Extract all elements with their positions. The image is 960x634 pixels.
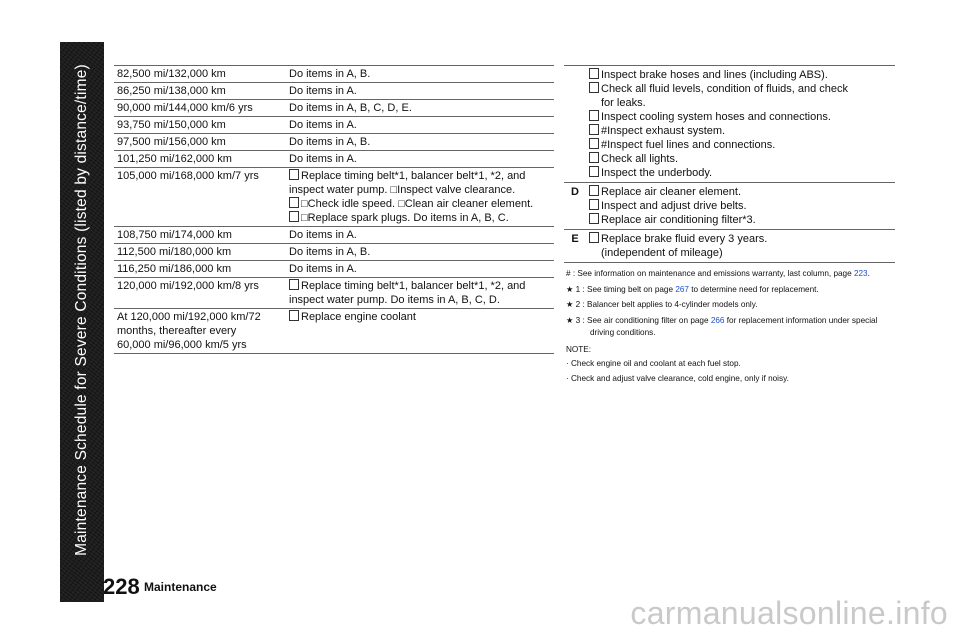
footnote-mark: ★ 3 : — [566, 315, 585, 325]
table-row — [114, 134, 554, 151]
checkbox-icon — [589, 82, 599, 93]
item-group — [564, 66, 895, 183]
table-row — [114, 244, 554, 261]
footnote-mark: ★ 2 : — [566, 300, 585, 309]
item-text: Inspect and adjust drive belts. — [601, 200, 747, 212]
mileage-cell: 112,500 mi/180,000 km — [114, 244, 286, 261]
item-list — [586, 66, 895, 183]
page-link[interactable]: 223 — [853, 269, 868, 278]
mileage-cell: 120,000 mi/192,000 km/8 yrs — [114, 278, 286, 309]
mileage-line: months, thereafter every — [117, 325, 237, 337]
page-link[interactable]: 267 — [675, 284, 689, 294]
checkbox-icon — [589, 124, 599, 135]
work-cell: Do items in A, B, C, D, E. — [286, 100, 554, 117]
footnote-1 — [566, 284, 896, 297]
work-cell — [286, 309, 554, 354]
checkbox-icon — [289, 279, 299, 290]
table-row — [114, 66, 554, 83]
table-row — [114, 100, 554, 117]
mileage-cell: 90,000 mi/144,000 km/6 yrs — [114, 100, 286, 117]
item-text: Inspect cooling system hoses and connections. — [601, 111, 831, 123]
checkbox-icon — [589, 232, 599, 243]
checkbox-icon — [589, 199, 599, 210]
side-tab-title: Maintenance Schedule for Severe Conditions (listed by distance/time) — [73, 64, 90, 556]
checkbox-icon — [289, 310, 299, 321]
footnote-text: See timing belt on page — [587, 284, 674, 294]
item-text: Inspect the underbody. — [601, 167, 713, 179]
table-row — [114, 261, 554, 278]
category-letter — [564, 66, 586, 183]
mileage-cell: 101,250 mi/162,000 km — [114, 151, 286, 168]
item-text: Replace air cleaner element. — [601, 186, 742, 198]
footnote-text: See information on maintenance and emissions warranty, last column, page — [577, 269, 852, 278]
maintenance-items-table — [564, 65, 895, 263]
work-cell: Do items in A. — [286, 227, 554, 244]
checkbox-icon — [289, 197, 299, 208]
mileage-line: At 120,000 mi/192,000 km/72 — [117, 311, 261, 323]
work-line: inspect water pump. Do items in A, B, C, D. — [289, 294, 500, 306]
watermark: carmanualsonline.info — [630, 595, 948, 631]
footnote-hash — [566, 268, 896, 281]
item-list — [586, 230, 895, 263]
work-line: inspect water pump. □Inspect valve clearance. — [289, 184, 516, 196]
footnote-text: to determine need for replacement. — [691, 284, 819, 294]
checkbox-icon — [589, 110, 599, 121]
item-text: Replace air conditioning filter*3. — [601, 214, 756, 226]
footnote-text: See air conditioning filter on page — [587, 315, 709, 325]
footnotes — [566, 268, 896, 387]
mileage-cell: 105,000 mi/168,000 km/7 yrs — [114, 168, 286, 227]
checkbox-icon — [589, 138, 599, 149]
work-cell: Do items in A, B. — [286, 134, 554, 151]
work-cell: Do items in A, B. — [286, 244, 554, 261]
work-line: Replace timing belt*1, balancer belt*1, *2, and — [301, 170, 526, 182]
footnote-2 — [566, 299, 896, 312]
mileage-cell: 97,500 mi/156,000 km — [114, 134, 286, 151]
mileage-cell: 86,250 mi/138,000 km — [114, 83, 286, 100]
work-cell: Do items in A. — [286, 117, 554, 134]
item-text: Inspect brake hoses and lines (including ABS). — [601, 69, 828, 81]
item-text: for leaks. — [601, 97, 646, 109]
note-heading: NOTE: — [566, 344, 592, 354]
table-row — [114, 227, 554, 244]
table-row — [114, 117, 554, 134]
mileage-cell: 82,500 mi/132,000 km — [114, 66, 286, 83]
work-cell — [286, 168, 554, 227]
table-row — [114, 278, 554, 309]
item-list — [586, 183, 895, 230]
footnote-text: Balancer belt applies to 4-cylinder models only. — [587, 300, 758, 309]
mileage-cell: 93,750 mi/150,000 km — [114, 117, 286, 134]
item-group — [564, 183, 895, 230]
work-line: Replace engine coolant — [301, 311, 416, 323]
page-link[interactable]: 266 — [710, 315, 725, 325]
category-letter: E — [564, 230, 586, 263]
schedule-table — [114, 65, 554, 354]
footnote-3 — [566, 315, 896, 340]
work-line: □Replace spark plugs. Do items in A, B, C. — [301, 212, 509, 224]
item-text: (independent of mileage) — [601, 247, 723, 259]
item-text: #Inspect fuel lines and connections. — [601, 139, 776, 151]
item-group — [564, 230, 895, 263]
work-cell — [286, 278, 554, 309]
section-name: Maintenance — [144, 580, 217, 594]
table-row — [114, 83, 554, 100]
checkbox-icon — [589, 152, 599, 163]
footnote-text: . — [867, 269, 870, 278]
work-line: Replace timing belt*1, balancer belt*1, *2, and — [301, 280, 526, 292]
mileage-cell: 108,750 mi/174,000 km — [114, 227, 286, 244]
item-text: #Inspect exhaust system. — [601, 125, 726, 137]
checkbox-icon — [289, 169, 299, 180]
checkbox-icon — [589, 68, 599, 79]
checkbox-icon — [589, 166, 599, 177]
checkbox-icon — [289, 211, 299, 222]
work-cell: Do items in A. — [286, 151, 554, 168]
footnote-mark: # : — [566, 269, 576, 278]
table-row — [114, 151, 554, 168]
table-row — [114, 168, 554, 227]
work-line: □Check idle speed. □Clean air cleaner element. — [301, 198, 534, 210]
work-cell: Do items in A, B. — [286, 66, 554, 83]
table-row — [114, 309, 554, 354]
checkbox-icon — [589, 213, 599, 224]
item-text: Check all fluid levels, condition of fluids, and check — [601, 83, 849, 95]
work-cell: Do items in A. — [286, 261, 554, 278]
work-cell: Do items in A. — [286, 83, 554, 100]
footnote-mark: ★ 1 : — [566, 284, 585, 294]
mileage-cell — [114, 309, 286, 354]
item-text: Check all lights. — [601, 153, 679, 165]
page-number: 228 — [103, 574, 140, 599]
mileage-line: 60,000 mi/96,000 km/5 yrs — [117, 339, 247, 351]
checkbox-icon — [589, 185, 599, 196]
mileage-cell: 116,250 mi/186,000 km — [114, 261, 286, 278]
footnote-text: for replacement information under special driving conditions. — [590, 315, 878, 337]
item-text: Replace brake fluid every 3 years. — [601, 233, 768, 245]
note-bullet: · Check and adjust valve clearance, cold engine, only if noisy. — [566, 373, 789, 383]
note-bullet: · Check engine oil and coolant at each fuel stop. — [566, 359, 741, 368]
category-letter: D — [564, 183, 586, 230]
